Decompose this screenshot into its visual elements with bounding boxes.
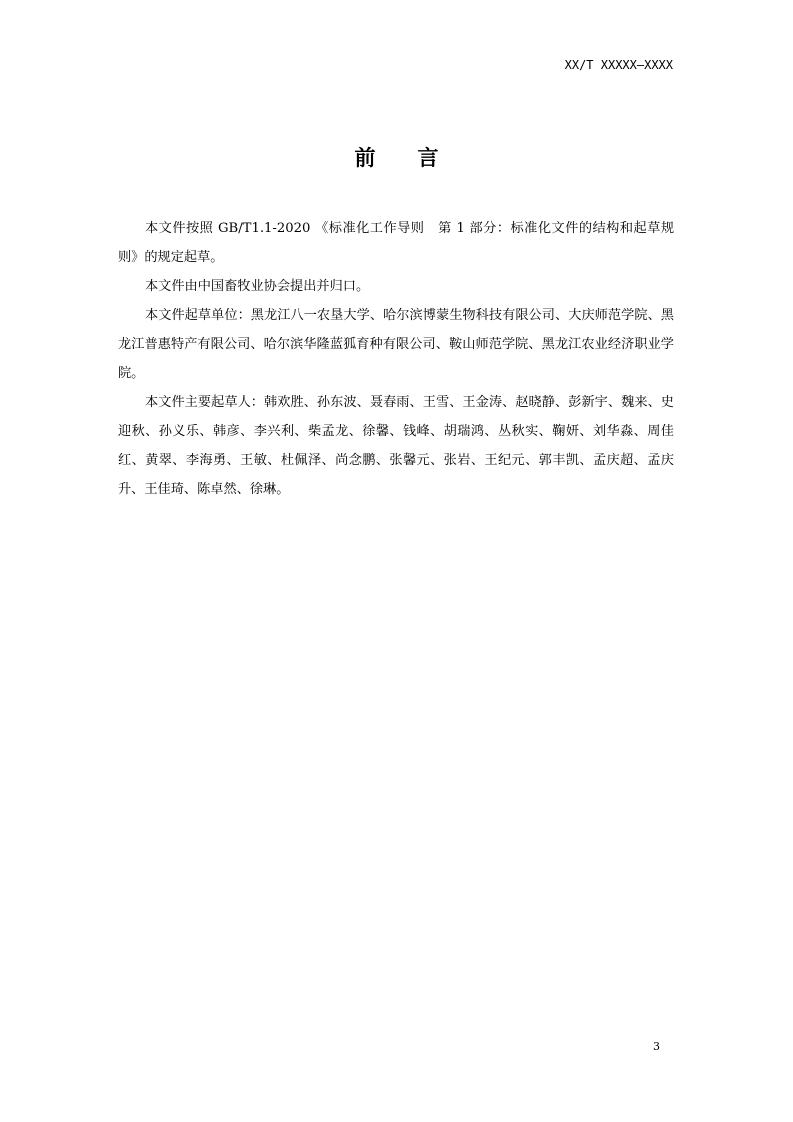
paragraph-proposer: 本文件由中国畜牧业协会提出并归口。 <box>145 279 370 294</box>
paragraph-drafting-units: 本文件起草单位：黑龙江八一农垦大学、哈尔滨博蒙生物科技有限公司、大庆师范学院、黑龙江普惠特产有限公司、哈尔滨华隆蓝狐育种有限公司、鞍山师范学院、黑龙江农业经济职业学院。 <box>118 308 674 381</box>
title-char-2: 言 <box>417 146 439 170</box>
page-title <box>0 142 793 172</box>
standard-code: XX/T XXXXX—XXXX <box>564 58 673 72</box>
paragraph-drafters: 本文件主要起草人：韩欢胜、孙东波、聂春雨、王雪、王金涛、赵晓静、彭新宇、魏来、史迎秋、孙义乐、韩彦、李兴利、柴孟龙、徐馨、钱峰、胡瑞鸿、丛秋实、鞠妍、刘华淼、周佳红、黄翠、李海勇、王敏、杜佩泽、尚念鹏、张馨元、张岩、王纪元、郭丰凯、孟庆超、孟庆升、王佳琦、陈卓然、徐琳。 <box>118 395 674 497</box>
paragraph-drafting-rules: 本文件按照 GB/T1.1-2020 《标准化工作导则 第 1 部分：标准化文件的结构和起草规则》的规定起草。 <box>118 221 675 265</box>
page-number: 3 <box>653 1040 660 1053</box>
foreword-body <box>118 214 674 504</box>
title-char-1: 前 <box>354 146 376 170</box>
